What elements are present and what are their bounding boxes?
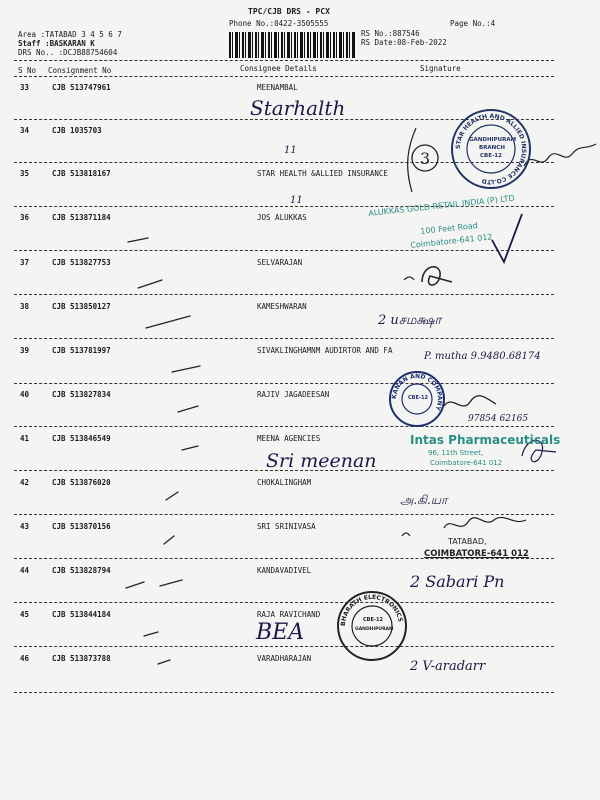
row-divider <box>14 426 554 427</box>
row-divider <box>14 646 554 647</box>
row-sno: 33 <box>20 83 30 92</box>
row-sno: 46 <box>20 654 30 663</box>
row-consignee: VARADHARAJAN <box>257 654 312 663</box>
row-sno: 44 <box>20 566 30 575</box>
row-consignment: CJB 1035703 <box>52 126 102 135</box>
row-consignment: CJB 513827753 <box>52 258 111 267</box>
stamp-center-line: GANDHIPURAM <box>355 627 394 632</box>
intas-stamp-line: Intas Pharmaceuticals <box>410 433 561 447</box>
row-consignee: KANDAVADIVEL <box>257 566 312 575</box>
row-consignee: KAMESHWARAN <box>257 302 307 311</box>
row-sno: 39 <box>20 346 30 355</box>
row-consignment: CJB 513747961 <box>52 83 111 92</box>
row-divider <box>14 338 554 339</box>
pen-dash-marks <box>100 230 270 710</box>
row-consignee: MEENA AGENCIES <box>257 434 321 443</box>
handwritten-signature: 2 uசமக்ஷா <box>378 313 442 328</box>
intas-stamp-line: 96, 11th Street, <box>428 449 484 457</box>
row-consignment: CJB 513828794 <box>52 566 111 575</box>
row-consignee: MEENAMBAL <box>257 83 298 92</box>
alukkas-stamp-line: Coimbatore-641 012 <box>409 232 493 250</box>
ditto-mark: 11 <box>284 145 297 156</box>
row-consignment: CJB 513850127 <box>52 302 111 311</box>
row-sno: 37 <box>20 258 30 267</box>
row-consignment: CJB 513876020 <box>52 478 111 487</box>
handwritten-signature <box>400 258 460 294</box>
row-consignment: CJB 513827834 <box>52 390 111 399</box>
stamp-center-line: BRANCH <box>479 145 505 151</box>
handwritten-signature <box>520 140 600 180</box>
row-consignee: SRI SRINIVASA <box>257 522 316 531</box>
alukkas-stamp-line: 100 Feet Road <box>419 220 479 236</box>
bharath-seal-icon <box>336 590 408 662</box>
sheet-title: TPC/CJB DRS - PCX <box>248 7 330 16</box>
srinivasa-stamp-line: TATABAD, <box>448 537 487 546</box>
row-consignment: CJB 513846549 <box>52 434 111 443</box>
row-consignee: CHOKALINGHAM <box>257 478 312 487</box>
handwritten-phone: 97854 62165 <box>468 414 529 424</box>
intas-stamp-line: Coimbatore-641 012 <box>430 459 503 467</box>
handwritten-signature: Sri meenan <box>266 450 377 472</box>
svg-text:3: 3 <box>420 149 431 168</box>
stamp-center-line: CBE-12 <box>363 617 383 623</box>
circled-number-3 <box>410 140 440 176</box>
row-consignee: RAJIV JAGADEESAN <box>257 390 330 399</box>
row-sno: 41 <box>20 434 30 443</box>
col-sno-header: S No <box>18 66 37 75</box>
handwritten-signature: அ.கி.யா <box>400 493 448 507</box>
handwritten-signature <box>440 392 500 416</box>
col-signature-header: Signature <box>420 64 461 73</box>
stamp-ring-text: STAR HEALTH AND ALLIED INSURANCE CO.LTD <box>454 112 528 186</box>
row-sno: 38 <box>20 302 30 311</box>
stamp-ring-text: BHARATH ELECTRONICS <box>339 593 404 627</box>
handwritten-signature: Starhalth <box>250 96 346 120</box>
stamp-ring-text: KANAN AND COMPANY <box>390 372 444 412</box>
rs-date: RS Date:08-Feb-2022 <box>361 38 447 47</box>
drs-number: DRS No.. :DCJB88754604 <box>18 48 118 57</box>
row-sno: 43 <box>20 522 30 531</box>
kanan-company-stamp <box>388 370 446 428</box>
alukkas-stamp-line: ALUKKAS GOLD RETAIL INDIA (P) LTD <box>367 193 516 218</box>
star-health-stamp <box>450 108 532 190</box>
stamp-center-line: CBE-12 <box>480 153 502 159</box>
divider <box>14 76 554 77</box>
stamp-center-line: GANDHIPURAM <box>469 137 517 143</box>
row-consignment: CJB 513871184 <box>52 213 111 222</box>
row-sno: 42 <box>20 478 30 487</box>
col-consignment-header: Consignment No <box>48 66 112 75</box>
ditto-mark: 11 <box>290 195 303 206</box>
row-divider <box>14 602 554 603</box>
row-divider <box>14 383 554 384</box>
rs-number: RS No.:887546 <box>361 29 420 38</box>
row-consignment: CJB 513873788 <box>52 654 111 663</box>
row-consignment: CJB 513844184 <box>52 610 111 619</box>
phone-number: Phone No.:0422-3505555 <box>229 19 329 28</box>
row-divider <box>14 294 554 295</box>
col-consignee-header: Consignee Details <box>240 64 317 73</box>
row-consignee: JOS ALUKKAS <box>257 213 307 222</box>
row-divider <box>14 692 554 693</box>
bharath-electronics-stamp <box>336 590 408 662</box>
barcode <box>229 32 355 58</box>
row-sno: 35 <box>20 169 30 178</box>
row-consignee: RAJA RAVICHAND <box>257 610 321 619</box>
row-consignment: CJB 513870156 <box>52 522 111 531</box>
row-divider <box>14 250 554 251</box>
stamp-center-line: CBE-12 <box>408 395 428 401</box>
handwritten-name-phone: P. mutha 9.9480.68174 <box>424 351 541 362</box>
row-consignee: SELVARAJAN <box>257 258 303 267</box>
row-sno: 36 <box>20 213 30 222</box>
srinivasa-stamp-line: COIMBATORE-641 012 <box>424 549 529 559</box>
row-sno: 34 <box>20 126 30 135</box>
divider <box>14 60 554 61</box>
area-label: Area :TATABAD 3 4 5 6 7 <box>18 30 122 39</box>
staff-label: Staff :BASKARAN K <box>18 39 95 48</box>
handwritten-signature: BEA <box>256 620 305 645</box>
row-consignee: STAR HEALTH &ALLIED INSURANCE <box>257 169 388 178</box>
row-sno: 40 <box>20 390 30 399</box>
row-sno: 45 <box>20 610 30 619</box>
handwritten-signature: 2 V-aradarr <box>410 659 486 674</box>
handwritten-signature: 2 Sabari Pn <box>410 572 505 591</box>
page-number: Page No.:4 <box>450 19 496 28</box>
row-consignee: SIVAKLINGHAMNM AUDIRTOR AND FA <box>257 346 393 355</box>
row-consignment: CJB 513818167 <box>52 169 111 178</box>
row-consignment: CJB 513781997 <box>52 346 111 355</box>
